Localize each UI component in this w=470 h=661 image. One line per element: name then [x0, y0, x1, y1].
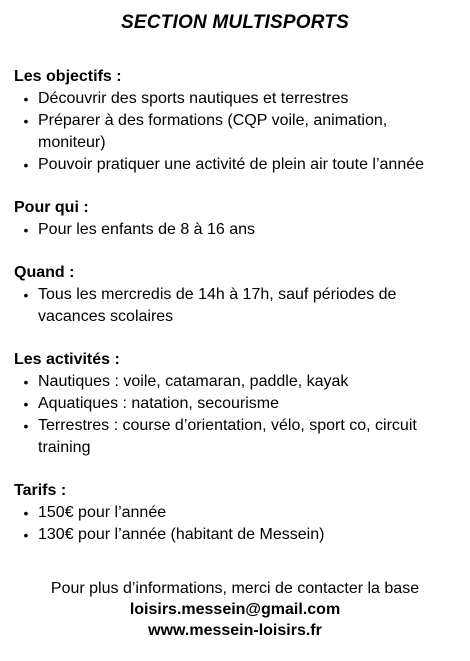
bullet-icon: • [23, 91, 29, 107]
bullet-list [14, 284, 456, 328]
list-item: • 130€ pour l’année (habitant de Messein) [38, 524, 456, 546]
list-item: • Pouvoir pratiquer une activité de plein air toute l’année [38, 154, 456, 176]
list-item: • Pour les enfants de 8 à 16 ans [38, 219, 456, 241]
section-heading: Pour qui : [14, 199, 89, 216]
list-item: • Tous les mercredis de 14h à 17h, sauf périodes de vacances scolaires [38, 284, 456, 328]
list-item: • Terrestres : course d’orientation, vélo, sport co, circuit training [38, 415, 456, 459]
list-item: • Préparer à des formations (CQP voile, animation, moniteur) [38, 110, 456, 154]
bullet-list [14, 219, 456, 241]
bullet-list [14, 371, 456, 459]
bullet-list [14, 502, 456, 546]
bullet-icon: • [23, 113, 29, 129]
section-quand [14, 262, 456, 328]
bullet-list [14, 88, 456, 176]
page-title: SECTION MULTISPORTS [121, 12, 349, 33]
section-objectifs [14, 66, 456, 176]
list-item: • 150€ pour l’année [38, 502, 456, 524]
bullet-icon: • [23, 505, 29, 521]
bullet-icon: • [23, 287, 29, 303]
section-heading: Tarifs : [14, 482, 67, 499]
bullet-icon: • [23, 418, 29, 434]
bullet-icon: • [23, 527, 29, 543]
section-pour-qui [14, 197, 456, 241]
section-heading: Les activités : [14, 351, 120, 368]
bullet-icon: • [23, 396, 29, 412]
contact-email[interactable]: loisirs.messein@gmail.com [129, 601, 341, 618]
bullet-icon: • [23, 157, 29, 173]
list-item: • Nautiques : voile, catamaran, paddle, kayak [38, 371, 456, 393]
contact-text: Pour plus d’informations, merci de contacter la base [50, 580, 420, 597]
bullet-icon: • [23, 374, 29, 390]
section-heading: Les objectifs : [14, 68, 122, 85]
section-activites [14, 349, 456, 459]
bullet-icon: • [23, 222, 29, 238]
contact-footer [0, 578, 470, 641]
list-item: • Aquatiques : natation, secourisme [38, 393, 456, 415]
section-tarifs [14, 480, 456, 546]
section-heading: Quand : [14, 264, 75, 281]
contact-website[interactable]: www.messein-loisirs.fr [148, 622, 322, 639]
list-item: • Découvrir des sports nautiques et terrestres [38, 88, 456, 110]
